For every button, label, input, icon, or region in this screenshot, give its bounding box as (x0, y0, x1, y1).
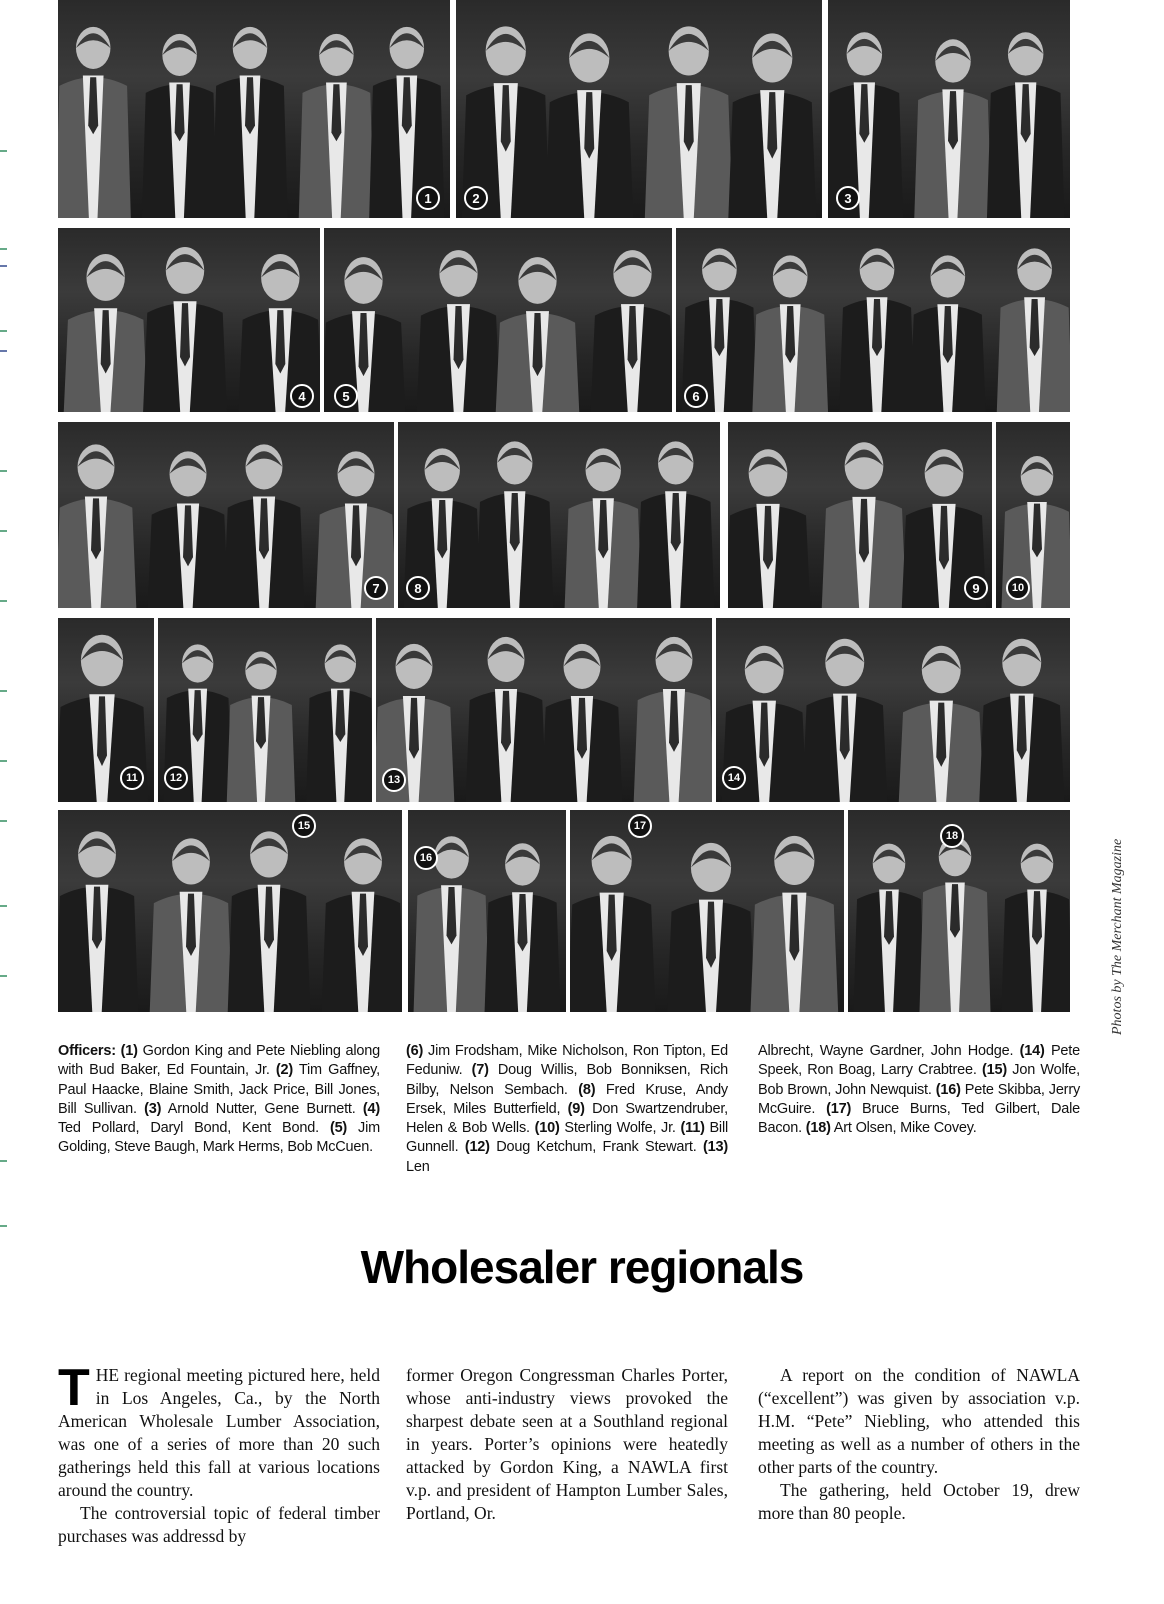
caption-label: (5) (329, 1120, 348, 1137)
photo-figures (376, 618, 712, 802)
caption-label: (18) (805, 1120, 831, 1137)
caption-text: Albrecht, Wayne Gardner, John Hodge. (758, 1043, 1020, 1059)
article-paragraph (58, 1359, 380, 1502)
photo-row-3 (58, 422, 1070, 608)
photo-1 (58, 0, 450, 218)
photo-figures (728, 422, 992, 608)
photo-credit: Photos by The Merchant Magazine (1110, 838, 1125, 1035)
caption-label: (13) (702, 1139, 728, 1156)
article-text: HE regional meeting pictured here, held in Los Angeles, Ca., by the North American Wholesale Lumber Association, was one of a series of more than 20 such gatherings held this fall at various locations around the country. (58, 1365, 380, 1500)
caption-column-3 (758, 1042, 1080, 1138)
caption-label: (10) (534, 1120, 560, 1137)
photo-number-badge: 14 (722, 766, 746, 790)
caption-text: Bruce Burns, Ted Gilbert, Dale Bacon. (758, 1100, 1080, 1137)
photo-figures (58, 810, 402, 1012)
photo-10 (996, 422, 1070, 608)
photo-6 (676, 228, 1070, 412)
caption-text: Ted Pollard, Daryl Bond, Kent Bond. (58, 1120, 330, 1137)
photo-figures (398, 422, 720, 608)
photo-16 (408, 810, 566, 1012)
caption-label: (16) (935, 1081, 961, 1098)
photo-figures (408, 810, 566, 1012)
photo-number-badge: 2 (464, 186, 488, 210)
caption-text: Arnold Nutter, Gene Burnett. (161, 1100, 363, 1117)
photo-7 (58, 422, 394, 608)
photo-number-badge: 4 (290, 384, 314, 408)
headline: Wholesaler regionals (360, 1241, 804, 1293)
photo-row-4 (58, 618, 1070, 802)
photo-number-badge: 16 (414, 846, 438, 870)
photo-9 (728, 422, 992, 608)
caption-text: Jon Wolfe, Bob Brown, John Newquist. (758, 1062, 1080, 1098)
photo-18 (848, 810, 1070, 1012)
caption-text: Fred Kruse, Andy Ersek, Miles Butterfield, (406, 1081, 728, 1117)
caption-label: (11) (680, 1120, 705, 1137)
caption-text: Pete Speek, Ron Boag, Larry Crabtree. (758, 1043, 1080, 1079)
photo-row-5 (58, 810, 1070, 1012)
caption-text: Len (406, 1158, 430, 1175)
photo-number-badge: 5 (334, 384, 358, 408)
caption-label: (9) (567, 1100, 585, 1117)
caption-text: Jim Frodsham, Mike Nicholson, Ron Tipton, Ed Feduniw. (406, 1043, 728, 1079)
caption-label: (8) (578, 1081, 596, 1098)
photo-11 (58, 618, 154, 802)
photo-8 (398, 422, 720, 608)
photo-number-badge: 10 (1006, 576, 1030, 600)
photo-12 (158, 618, 372, 802)
photo-figures (158, 618, 372, 802)
photo-number-badge: 1 (416, 186, 440, 210)
photo-15 (58, 810, 402, 1012)
caption-label: (3) (144, 1100, 162, 1117)
caption-label: (4) (362, 1100, 380, 1117)
photo-number-badge: 13 (382, 768, 406, 792)
article-paragraph: The controversial topic of federal timber purchases was addressd by (58, 1503, 380, 1546)
photo-number-badge: 12 (164, 766, 188, 790)
photo-figures (996, 422, 1070, 608)
photo-17 (570, 810, 844, 1012)
photo-number-badge: 9 (964, 576, 988, 600)
caption-text: Don Swartzendruber, Helen & Bob Wells. (406, 1100, 728, 1137)
caption-label: (7) (471, 1062, 489, 1079)
article-paragraph: A report on the condition of NAWLA (“excellent”) was given by association v.p. H.M. “Pete” Niebling, who attended this meeting as well as a number of others in the other parts of the country. (758, 1365, 1080, 1477)
photo-number-badge: 17 (628, 814, 652, 838)
photo-number-badge: 11 (120, 766, 144, 790)
photo-3 (828, 0, 1070, 218)
article-column-2 (406, 1364, 728, 1525)
caption-label: (1) (120, 1043, 138, 1059)
photo-number-badge: 18 (940, 824, 964, 848)
caption-text: Doug Ketchum, Frank Stewart. (489, 1139, 703, 1156)
photo-row-2 (58, 228, 1070, 412)
binding-edge (0, 0, 8, 1604)
photo-number-badge: 3 (836, 186, 860, 210)
photo-figures (58, 228, 320, 412)
caption-label: Officers: (58, 1043, 116, 1059)
photo-number-badge: 6 (684, 384, 708, 408)
caption-text: Tim Gaffney, Paul Haacke, Blaine Smith, Jack Price, Bill Jones, Bill Sullivan. (58, 1062, 380, 1117)
article-paragraph: former Oregon Congressman Charles Porter, whose anti-industry views provoked the sharpest debate seen at a Southland regional in years. Porter’s opinions were heatedly attacked by Gordon King, a NAWLA first v.p. and president of Hampton Lumber Sales, Portland, Or. (406, 1365, 728, 1523)
photo-figures (324, 228, 672, 412)
photo-2 (456, 0, 822, 218)
photo-row-1 (58, 0, 1070, 218)
caption-text: Pete Skibba, Jerry McGuire. (758, 1081, 1080, 1117)
photo-figures (456, 0, 822, 218)
photo-figures (58, 422, 394, 608)
photo-figures (570, 810, 844, 1012)
article-column-1 (58, 1359, 380, 1548)
caption-text: Sterling Wolfe, Jr. (559, 1120, 681, 1137)
caption-label: (12) (464, 1139, 490, 1156)
drop-cap: T (58, 1359, 90, 1417)
caption-text: Bill Gunnell. (406, 1120, 728, 1156)
caption-column-1 (58, 1042, 380, 1158)
photo-figures (828, 0, 1070, 218)
photo-figures (716, 618, 1070, 802)
caption-label: (15) (982, 1062, 1007, 1079)
caption-column-2 (406, 1042, 728, 1177)
photo-figures (58, 0, 450, 218)
photo-number-badge: 7 (364, 576, 388, 600)
photo-figures (676, 228, 1070, 412)
photo-number-badge: 15 (292, 814, 316, 838)
photo-4 (58, 228, 320, 412)
caption-label: (14) (1019, 1043, 1045, 1059)
article-column-3 (758, 1364, 1080, 1525)
photo-5 (324, 228, 672, 412)
article-paragraph: The gathering, held October 19, drew more than 80 people. (758, 1480, 1080, 1523)
caption-label: (17) (826, 1100, 852, 1117)
photo-13 (376, 618, 712, 802)
caption-text: Jim Golding, Steve Baugh, Mark Herms, Bob McCuen. (58, 1120, 381, 1156)
caption-text: Gordon King and Pete Niebling along with Bud Baker, Ed Fountain, Jr. (58, 1043, 380, 1079)
caption-label: (6) (406, 1043, 424, 1059)
caption-text: Art Olsen, Mike Covey. (830, 1120, 977, 1137)
caption-text: Doug Willis, Bob Bonniksen, Rich Bilby, Nelson Sembach. (406, 1062, 729, 1098)
photo-number-badge: 8 (406, 576, 430, 600)
photo-14 (716, 618, 1070, 802)
caption-label: (2) (275, 1062, 293, 1079)
